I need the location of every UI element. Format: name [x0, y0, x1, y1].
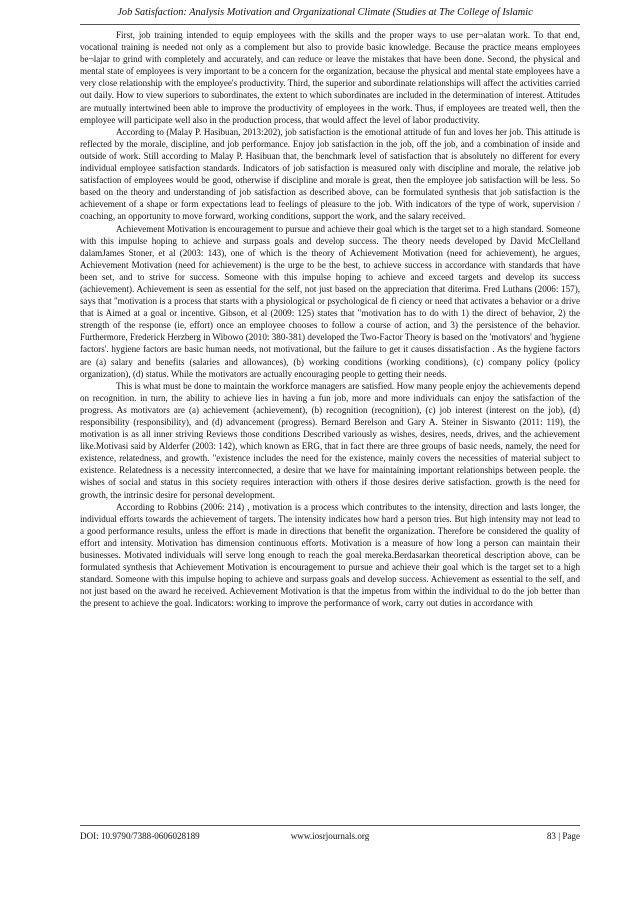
- footer-website: www.iosrjournals.org: [290, 831, 370, 841]
- running-header: Job Satisfaction: Analysis Motivation and Organizational Climate (Studies at The College of Islamic: [117, 7, 533, 18]
- footer-doi: DOI: 10.9790/7388-0606028189: [80, 831, 200, 841]
- paragraph: According to Robbins (2006: 214) , motivation is a process which contributes to the intensity, direction and lasts longer, the individual efforts towards the achievement of targets. The intensity indicates how hard a person tries. But high intensity may not lead to a good performance results, unless the effort is made in directions that benefit the organization. Therefore be considered the quality of effort and intensity. Motivation has dimension continuous efforts. Motivation is a measure of how long a person can maintain their businesses. Motivated individuals will serve long enough to reach the goal mereka.Berdasarkan theoretical description above, can be formulated synthesis that Achievement Motivation is encouragement to pursue and achieve their goal which is the target set to a high standard. Someone with this impulse hoping to achieve and surpass goals and develop success. Achievement as essential to the self, and not just based on the award he received. Achievement Motivation is that the impetus from within the individual to do the job better than the present to achieve the goal. Indicators: working to improve the performance of work, carry out duties in accordance with: [80, 501, 580, 609]
- paragraph: According to (Malay P. Hasibuan, 2013:202), job satisfaction is the emotional attitude of fun and loves her job. This attitude is reflected by the morale, discipline, and job performance. Enjoy job satisfaction in the job, off the job, and a combination of inside and outside of work. Still according to Malay P. Hasibuan that, the benchmark level of satisfaction that is absolutely no different for every individual employee satisfaction standards. Indicators of job satisfaction is measured only with discipline and morale, the relative job satisfaction of employees would be good, otherwise if discipline and morale is great, then the employee job satisfaction will be less. So based on the theory and understanding of job satisfaction as described above, can be formulated synthesis that job satisfaction is the achievement of a shape or form expectations lead to feelings of pleasure to the job. With indicators of the type of work, supervision / coaching, an opportunity to move forward, working conditions, support the work, and the salary received.: [80, 126, 580, 222]
- footer-divider: [80, 825, 580, 826]
- paragraph: Achievement Motivation is encouragement to pursue and achieve their goal which is the target set to a high standard. Someone with this impulse hoping to achieve and surpass goals and develop success. The theory needs developed by David McClelland dalamJames Stoner, et al (2003: 143), one of which is the theory of Achievement Motivation (need for achievement), he argues, Achievement Motivation (need for achievement) is the urge to be the best, to achieve success in accordance with standards that have been set, and to strive for success. Someone with this impulse hoping to achieve and exceed targets and develop its success (achievement). Achievement is seen as essential for the self, not just based on the appreciation that diterima. Fred Luthans (2006: 157), says that "motivation is a process that starts with a physiological or psychological de fi ciency or need that activates a behavior or a drive that is Aimed at a goal or incentive. Gibson, et al (2009: 125) states that "motivation has to do with 1) the direct of behavior, 2) the strength of the response (ie, effort) once an employee chooses to follow a course of action, and 3) the persistence of the behavior. Furthermore, Frederick Herzberg in Wibowo (2010: 380-381) developed the Two-Factor Theory is based on the 'motivators' and 'hygiene factors'. hygiene factors are basic human needs, not motivational, but the failure to get it causes dissatisfaction . As the hygiene factors are (a) salary and benefits (salaries and allowances), (b) working conditions (working conditions), (c) company policy (policy organization), (d) status. While the motivators are actually encouraging people to getting their needs.: [80, 223, 580, 379]
- header-divider: [80, 24, 580, 25]
- paragraph: First, job training intended to equip employees with the skills and the proper ways to use per¬alatan work. To that end, vocational training is needed not only as a complement but also to provide basic knowledge. Because the practice means employees be¬lajar to grind with completely and accurately, and can reduce or leave the mistakes that have been done. Second, the physical and mental state of employees is very important to be a concern for the organization, because the physical and mental state employees have a very close relationship with the employee's productivity. Third, the superior and subordinate relationships will affect the activities carried out daily. How to view superiors to subordinates, the extent to which subordinates are included in the determination of interest. Attitudes are mutually intertwined been able to improve the productivity of employees in the work. Thus, if employees are treated well, then the employee will participate well also in the production process, that would affect the level of labor productivity.: [80, 30, 580, 125]
- body-text: [80, 29, 580, 610]
- footer-page-number: 83 | Page: [546, 831, 580, 841]
- paragraph: This is what must be done to maintain the workforce managers are satisfied. How many people enjoy the achievements depend on recognition. in turn, the ability to achieve lies in having a fun job, more and more individuals can enjoy the satisfaction of the progress. As motivators are (a) achievement (achievement), (b) recognition (recognition), (c) job interest (interest on the job), (d) responsibility (responsibility), and (d) advancement (progress). Bernard Berelson and Gary A. Steiner in Siswanto (2011: 119), the motivation is as all inner striving Reviews those conditions Described variously as wishes, desires, needs, drives, and the achievement like.Motivasi said by Alderfer (2003: 142), which known as ERG, that in fact there are three groups of basic needs, namely, the need for existence, relatedness, and growth. "existence includes the need for the existence, mainly covers the necessities of material subject to existence. Relatedness is a necessity interconnected, a desire that we have for maintaining important relationships between people. the wishes of social and status in this society requires interaction with others if those desires derive satisfaction. growth is the need for growth, the intrinsic desire for personal development.: [80, 380, 580, 500]
